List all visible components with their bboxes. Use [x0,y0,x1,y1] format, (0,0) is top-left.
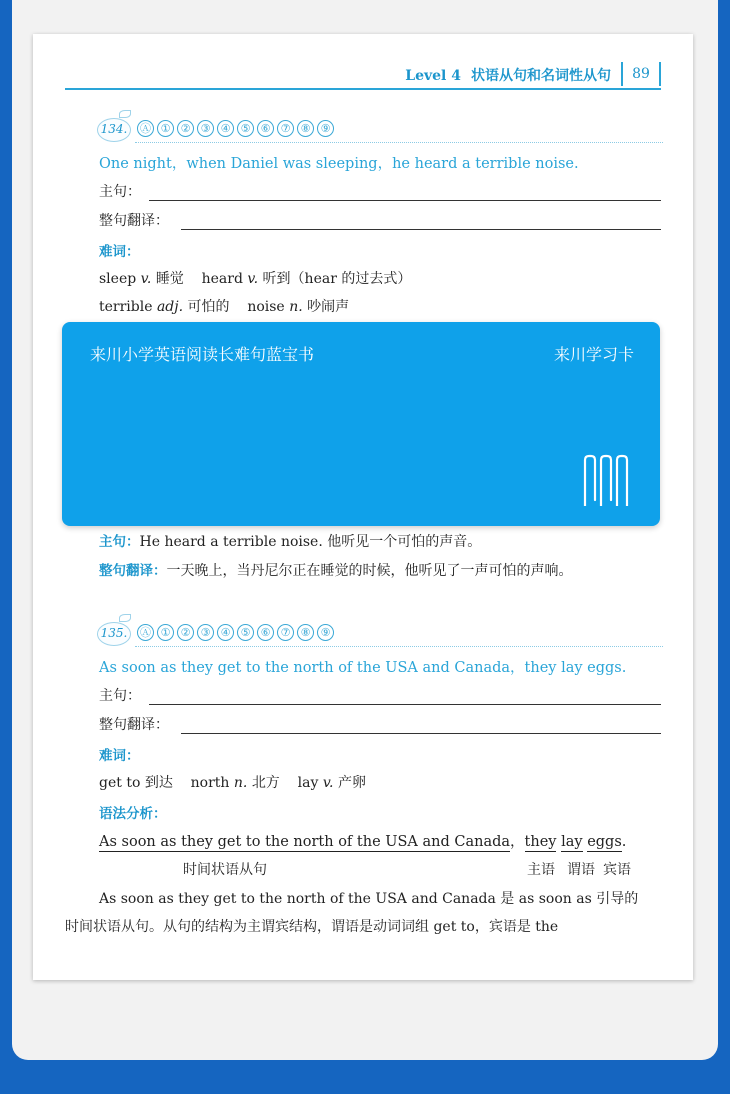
option-circle[interactable]: Ⓐ [137,120,154,137]
vocab-pos: n. [233,775,248,791]
option-circle[interactable]: ④ [217,624,234,641]
leaf-icon [119,110,131,118]
vocab-meaning: 可怕的 [187,299,230,315]
vocab-pos: v. [140,271,152,287]
vocab-word: get to [99,775,141,791]
tag-clause: 时间状语从句 [183,862,267,878]
option-circle[interactable]: ④ [217,120,234,137]
tag-verb: 谓语 [567,862,595,878]
grammar-analysis-sentence [99,830,626,851]
answer-main-label: 主句： [99,534,140,550]
question-row-134 [97,118,663,146]
vocab-word: heard [201,271,243,287]
option-circle[interactable]: ① [157,624,174,641]
rating-circles-134 [137,120,334,137]
option-circle[interactable]: Ⓐ [137,624,154,641]
translation-blank[interactable] [181,229,661,230]
analysis-object: eggs [587,834,622,850]
dotted-divider [135,142,663,143]
vocab-word: noise [247,299,285,315]
vocab-pos: v. [322,775,334,791]
option-circle[interactable]: ⑧ [297,624,314,641]
main-clause-label: 主句： [99,688,141,704]
translation-label: 整句翻译： [99,717,169,733]
question-number-134: 134. [97,118,131,142]
rating-circles-135 [137,624,334,641]
explanation-line-2: 时间状语从句。从句的结构为主谓宾结构，谓语是动词词组 get to，宾语是 the [65,919,559,935]
option-circle[interactable]: ⑦ [277,120,294,137]
vocab-meaning: 北方 [251,775,280,791]
vocab-meaning: 听到（hear 的过去式） [262,271,412,287]
option-circle[interactable]: ② [177,120,194,137]
answer-main-clause [99,530,481,551]
page-number: 89 [621,62,661,86]
question-row-135 [97,622,663,650]
grammar-label: 语法分析： [99,806,167,822]
vocab-pos: v. [247,271,259,287]
analysis-clause: As soon as they get to the north of the USA and Canada [99,834,511,850]
page-header [65,60,661,90]
analysis-subject: they [524,834,557,850]
overlay-title: 来川小学英语阅读长难句蓝宝书 [90,345,315,364]
vocab-pos: adj. [156,299,184,315]
leaf-icon [119,614,131,622]
translation-label: 整句翻译： [99,213,169,229]
answer-main-text: He heard a terrible noise. 他听见一个可怕的声音。 [139,534,482,550]
vocab-word: sleep [99,271,137,287]
sentence-135: As soon as they get to the north of the USA and Canada，they lay eggs. [99,660,627,676]
laichuan-logo-icon [582,454,634,506]
vocab-word: north [190,775,230,791]
option-circle[interactable]: ⑨ [317,624,334,641]
option-circle[interactable]: ② [177,624,194,641]
option-circle[interactable]: ⑤ [237,624,254,641]
sentence-134: One night，when Daniel was sleeping，he heard a terrible noise. [99,156,579,172]
answer-trans-label: 整句翻译： [99,563,167,579]
dotted-divider [135,646,663,647]
header-level: Level 4 [405,68,461,84]
option-circle[interactable]: ⑧ [297,120,314,137]
header-title [405,65,611,85]
vocab-label: 难词： [99,748,140,764]
tag-subject: 主语 [527,862,555,878]
vocab-line-135 [99,772,366,792]
vocab-line-2 [99,296,349,316]
analysis-comma: ， [510,834,525,850]
explanation-line-1: As soon as they get to the north of the USA and Canada 是 as soon as 引导的 [99,891,639,907]
option-circle[interactable]: ⑥ [257,624,274,641]
analysis-period: . [621,834,627,850]
tag-object: 宾语 [603,862,631,878]
main-clause-label: 主句： [99,184,141,200]
vocab-label: 难词： [99,244,140,260]
option-circle[interactable]: ③ [197,624,214,641]
study-card-overlay[interactable] [62,322,660,526]
option-circle[interactable]: ⑦ [277,624,294,641]
answer-translation [99,559,573,580]
vocab-word: lay [297,775,319,791]
vocab-meaning: 产卵 [337,775,366,791]
analysis-verb: lay [561,834,583,850]
overlay-brand: 来川学习卡 [553,345,634,364]
option-circle[interactable]: ③ [197,120,214,137]
option-circle[interactable]: ① [157,120,174,137]
vocab-meaning: 到达 [144,775,173,791]
vocab-meaning: 吵闹声 [307,299,350,315]
vocab-pos: n. [289,299,303,315]
option-circle[interactable]: ⑥ [257,120,274,137]
header-chapter: 状语从句和名词性从句 [471,68,611,84]
vocab-line-1 [99,268,411,288]
main-clause-blank[interactable] [149,704,661,705]
answer-trans-text: 一天晚上，当丹尼尔正在睡觉的时候，他听见了一声可怕的声响。 [166,563,573,579]
question-number-135: 135. [97,622,131,646]
main-clause-blank[interactable] [149,200,661,201]
translation-blank[interactable] [181,733,661,734]
option-circle[interactable]: ⑨ [317,120,334,137]
vocab-meaning: 睡觉 [155,271,184,287]
option-circle[interactable]: ⑤ [237,120,254,137]
vocab-word: terrible [99,299,153,315]
